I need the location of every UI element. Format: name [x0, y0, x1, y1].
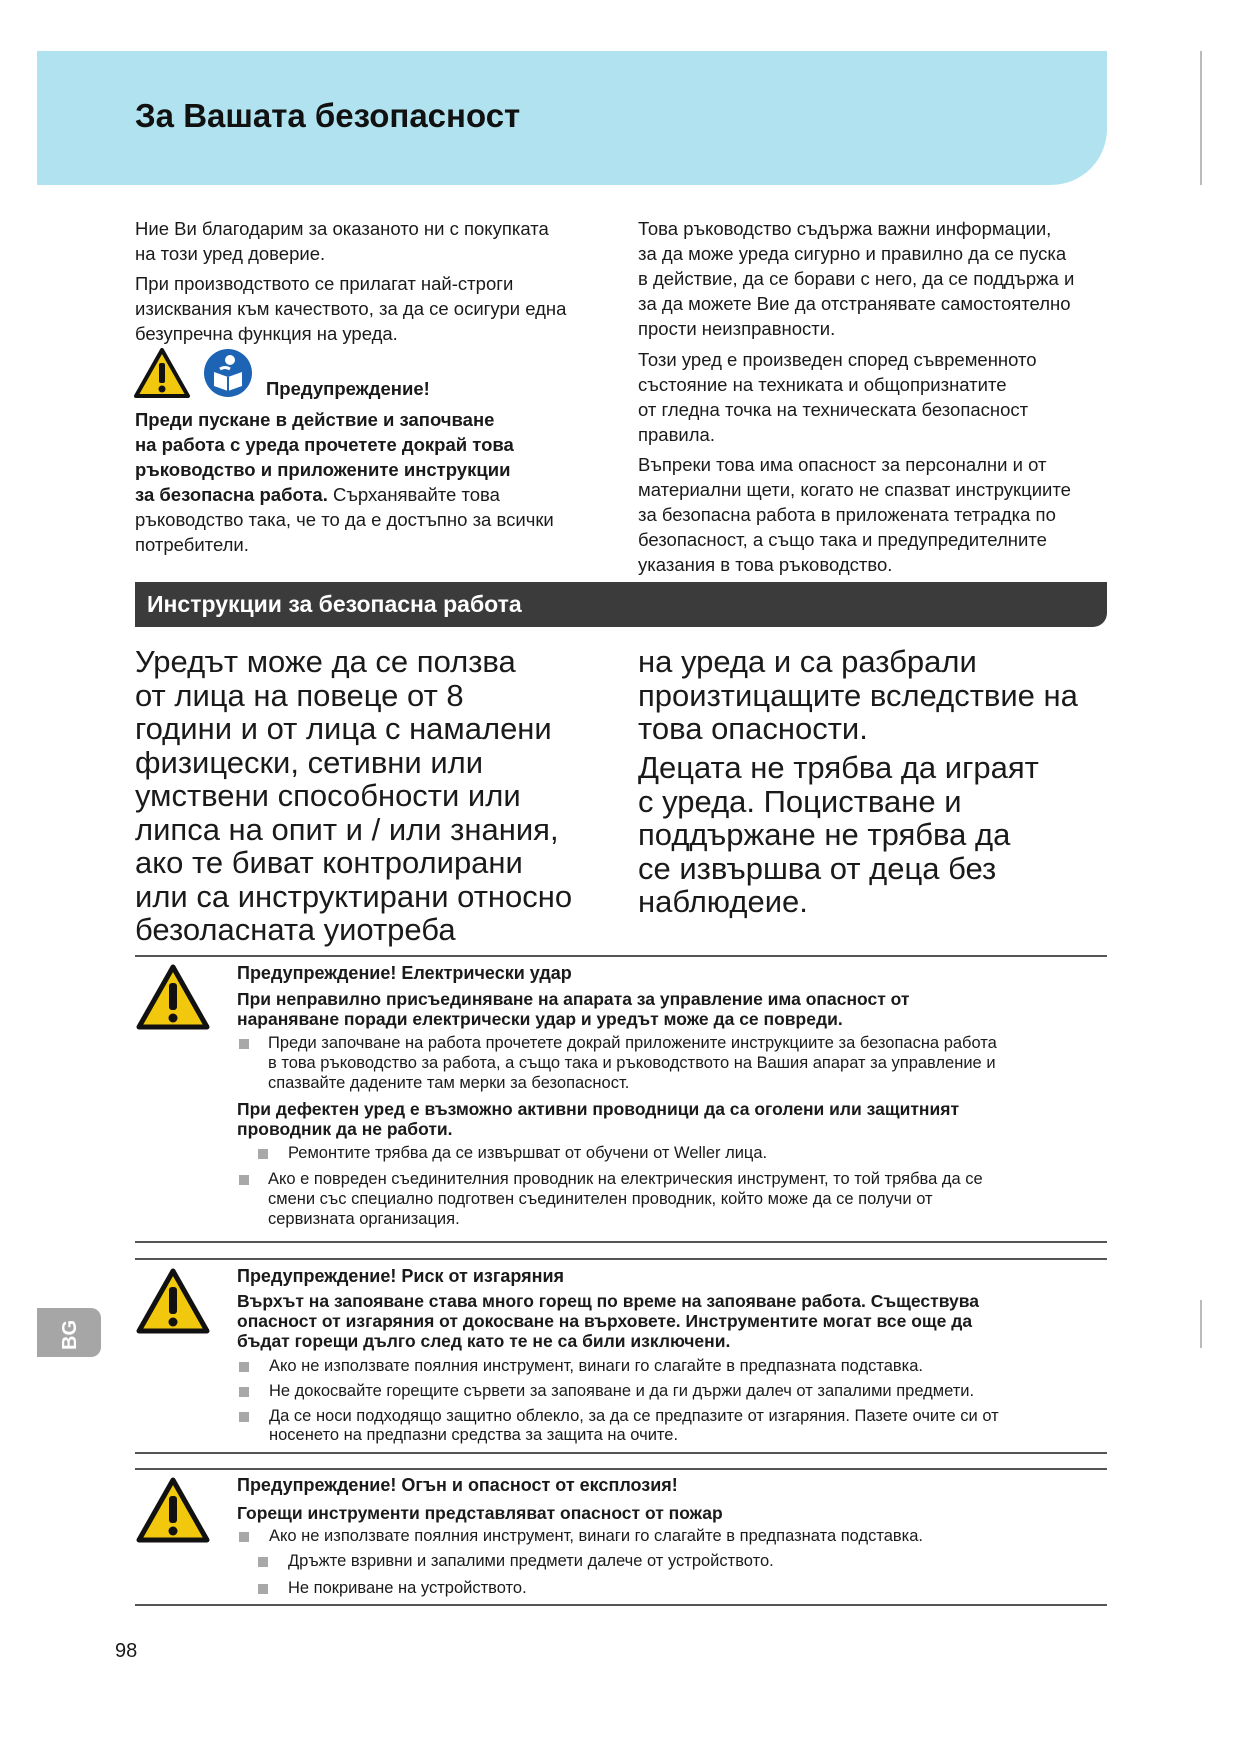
big-text-left-line: умствени способности или — [135, 778, 521, 813]
warning-1-bullet-text: смени със специално подготвен съединителен проводник, който може да се получи от — [268, 1190, 933, 1208]
bullet-square — [258, 1557, 268, 1567]
warning-1-subtitle: нараняване поради електрически удар и уредът може да се повреди. — [237, 1009, 843, 1029]
language-tab — [37, 1308, 101, 1357]
intro-left-text: на този уред доверие. — [135, 243, 326, 264]
intro-right-text: от гледна точка на техническата безопасност — [638, 399, 1029, 420]
intro-left-text: потребители. — [135, 534, 249, 555]
intro-left-text: При производството се прилагат най-строги — [135, 273, 514, 294]
bullet-square — [239, 1362, 249, 1372]
intro-left-text: Сърханявайте това — [327, 484, 500, 505]
warning-1-bullet-text: в това ръководство за работа, а също така и ръководството на Вашия апарат за управление и — [268, 1054, 996, 1072]
big-text-right-line: се извършва от деца без — [638, 851, 997, 886]
warning-1-bullet-text: Ако е повреден съединителния проводник на електрическия инструмент, то той трябва да се — [268, 1170, 983, 1188]
big-text-left-line: години и от лица с намалени — [135, 711, 552, 746]
warning-1-bullet-text: сервизната организация. — [268, 1210, 460, 1228]
intro-right-text: правила. — [638, 424, 715, 445]
intro-right-text: за безопасна работа в приложената тетрадка по — [638, 504, 1056, 525]
intro-right-text: указания в това ръководство. — [638, 554, 893, 575]
big-text-left-line: безоласната уиотреба — [135, 912, 456, 947]
big-text-left-line: Уредът може да се ползва — [135, 644, 516, 679]
big-text-right-line: произтицащите вследствие на — [638, 678, 1078, 713]
warning-3-title: Предупреждение! Огън и опасност от експлозия! — [237, 1475, 678, 1495]
intro-right-text: за да може уреда сигурно и правилно да се пуска — [638, 243, 1067, 264]
page-title: За Вашата безопасност — [135, 97, 521, 134]
big-text-left-line: липса на опит и / или знания, — [135, 812, 559, 847]
big-text-left-line: от лица на повеце от 8 — [135, 678, 464, 713]
warning-1-bullet-text: Ремонтите трябва да се извършват от обучени от Weller лица. — [288, 1144, 768, 1162]
big-text-left-line: или са инструктирани относно — [135, 879, 573, 914]
read-manual-icon — [203, 348, 253, 398]
intro-right-text: Това ръководство съдържа важни информации, — [638, 218, 1052, 239]
warning-2-bullet-text: Да се носи подходящо защитно облекло, за да се предпазите от изгаряния. Пазете очите си от — [269, 1407, 999, 1425]
right-edge-line-top — [1200, 51, 1202, 185]
header-band — [37, 51, 1107, 185]
intro-left-bold-text: за безопасна работа. — [135, 484, 328, 505]
divider-line — [135, 1452, 1107, 1454]
divider-line — [135, 955, 1107, 957]
warning-2-subtitle: опасност от изгаряния от докосване на върховете. Инструментите могат все още да — [237, 1311, 973, 1331]
intro-left-mixed-line — [135, 482, 500, 507]
intro-right-text: състояние на техниката и общопризнатите — [638, 374, 1007, 395]
intro-right-text: за да можете Вие да отстранявате самостоятелно — [638, 293, 1071, 314]
warning-2-title: Предупреждение! Риск от изгаряния — [237, 1266, 565, 1286]
warning-3-bullet-text: Не покриване на устройството. — [288, 1579, 527, 1597]
warning-triangle-icon — [133, 347, 191, 399]
right-edge-line-bottom — [1200, 1300, 1202, 1348]
intro-right-text: безопасност, а също така и предупредителните — [638, 529, 1047, 550]
intro-warning-label: Предупреждение! — [266, 378, 430, 399]
big-text-right-line: Децата не трябва да играят — [638, 750, 1039, 785]
section-title: Инструкции за безопасна работа — [147, 591, 522, 617]
divider-line — [135, 1604, 1107, 1606]
warning-1-bullet-text: спазвайте дадените там мерки за безопасност. — [268, 1074, 630, 1092]
intro-left-bold-text: на работа с уреда прочетете докрай това — [135, 434, 514, 455]
big-text-left-line: физицески, сетивни или — [135, 745, 484, 780]
bullet-square — [258, 1584, 268, 1594]
intro-right-text: Въпреки това има опасност за персонални и от — [638, 454, 1047, 475]
warning-1-title: Предупреждение! Електрически удар — [237, 963, 572, 983]
warning-2-bullet-text: Ако не използвате поялния инструмент, винаги го слагайте в предпазната подставка. — [269, 1357, 924, 1375]
warning-triangle-icon — [135, 963, 211, 1031]
intro-left-text: изисквания към качеството, за да се осигури една — [135, 298, 567, 319]
intro-left-text: безупречна функция на уреда. — [135, 323, 398, 344]
bullet-square — [239, 1532, 249, 1542]
warning-3-bullet-text: Ако не използвате поялния инструмент, винаги го слагайте в предпазната подставка. — [269, 1527, 924, 1545]
warning-1-bullet-text: Преди започване на работа прочетете докрай приложените инструкциите за безопасна работа — [268, 1034, 997, 1052]
divider-line — [135, 1241, 1107, 1243]
intro-right-text: материални щети, когато не спазват инструкциите — [638, 479, 1071, 500]
big-text-left-line: ако те биват контролирани — [135, 845, 523, 880]
bullet-square — [239, 1175, 249, 1185]
intro-left-bold-text: ръководство и приложените инструкции — [135, 459, 511, 480]
intro-right-text: в действие, да се борави с него, да се поддържа и — [638, 268, 1075, 289]
intro-right-text: Този уред е произведен според съвременното — [638, 349, 1037, 370]
warning-1-subtitle: При дефектен уред е възможно активни проводници да са оголени или защитният — [237, 1099, 960, 1119]
bullet-square — [239, 1412, 249, 1422]
section-header-bar — [135, 582, 1107, 627]
intro-left-bold-text: Преди пускане в действие и започване — [135, 409, 495, 430]
language-tab-label: BG — [59, 1320, 81, 1350]
intro-left-text: ръководство така, че то да е достъпно за всички — [135, 509, 554, 530]
intro-left-text: Ние Ви благодарим за оказаното ни с покупката — [135, 218, 549, 239]
big-text-right-line: с уреда. Поцистване и — [638, 784, 962, 819]
intro-right-text: прости неизправности. — [638, 318, 836, 339]
warning-2-subtitle: Върхът на запояване става много горещ по време на запояване работа. Съществува — [237, 1291, 980, 1311]
bullet-square — [258, 1149, 268, 1159]
big-text-right-line: наблюдеие. — [638, 884, 808, 919]
divider-line — [135, 1468, 1107, 1470]
warning-2-bullet-text: носенето на предпазни средства за защита на очите. — [269, 1426, 679, 1444]
page-number: 98 — [115, 1640, 138, 1662]
big-text-right-line: на уреда и са разбрали — [638, 644, 977, 679]
big-text-right-line: това опасности. — [638, 711, 868, 746]
divider-line — [135, 1258, 1107, 1260]
warning-3-bullet-text: Дръжте взривни и запалими предмети далече от устройството. — [288, 1552, 774, 1570]
warning-3-subtitle: Горещи инструменти представляват опасност от пожар — [237, 1503, 723, 1523]
warning-triangle-icon — [135, 1267, 211, 1335]
warning-triangle-icon — [135, 1476, 211, 1544]
bullet-square — [239, 1039, 249, 1049]
warning-1-subtitle: При неправилно присъединяване на апарата за управление има опасност от — [237, 989, 910, 1009]
warning-1-subtitle: проводник да не работи. — [237, 1119, 453, 1139]
warning-2-subtitle: бъдат горещи дълго след като те не са били изключени. — [237, 1331, 731, 1351]
warning-2-bullet-text: Не докосвайте горещите сървети за запояване и да ги държи далеч от запалими предмети. — [269, 1382, 975, 1400]
big-text-right-line: поддържане не трябва да — [638, 817, 1011, 852]
bullet-square — [239, 1387, 249, 1397]
